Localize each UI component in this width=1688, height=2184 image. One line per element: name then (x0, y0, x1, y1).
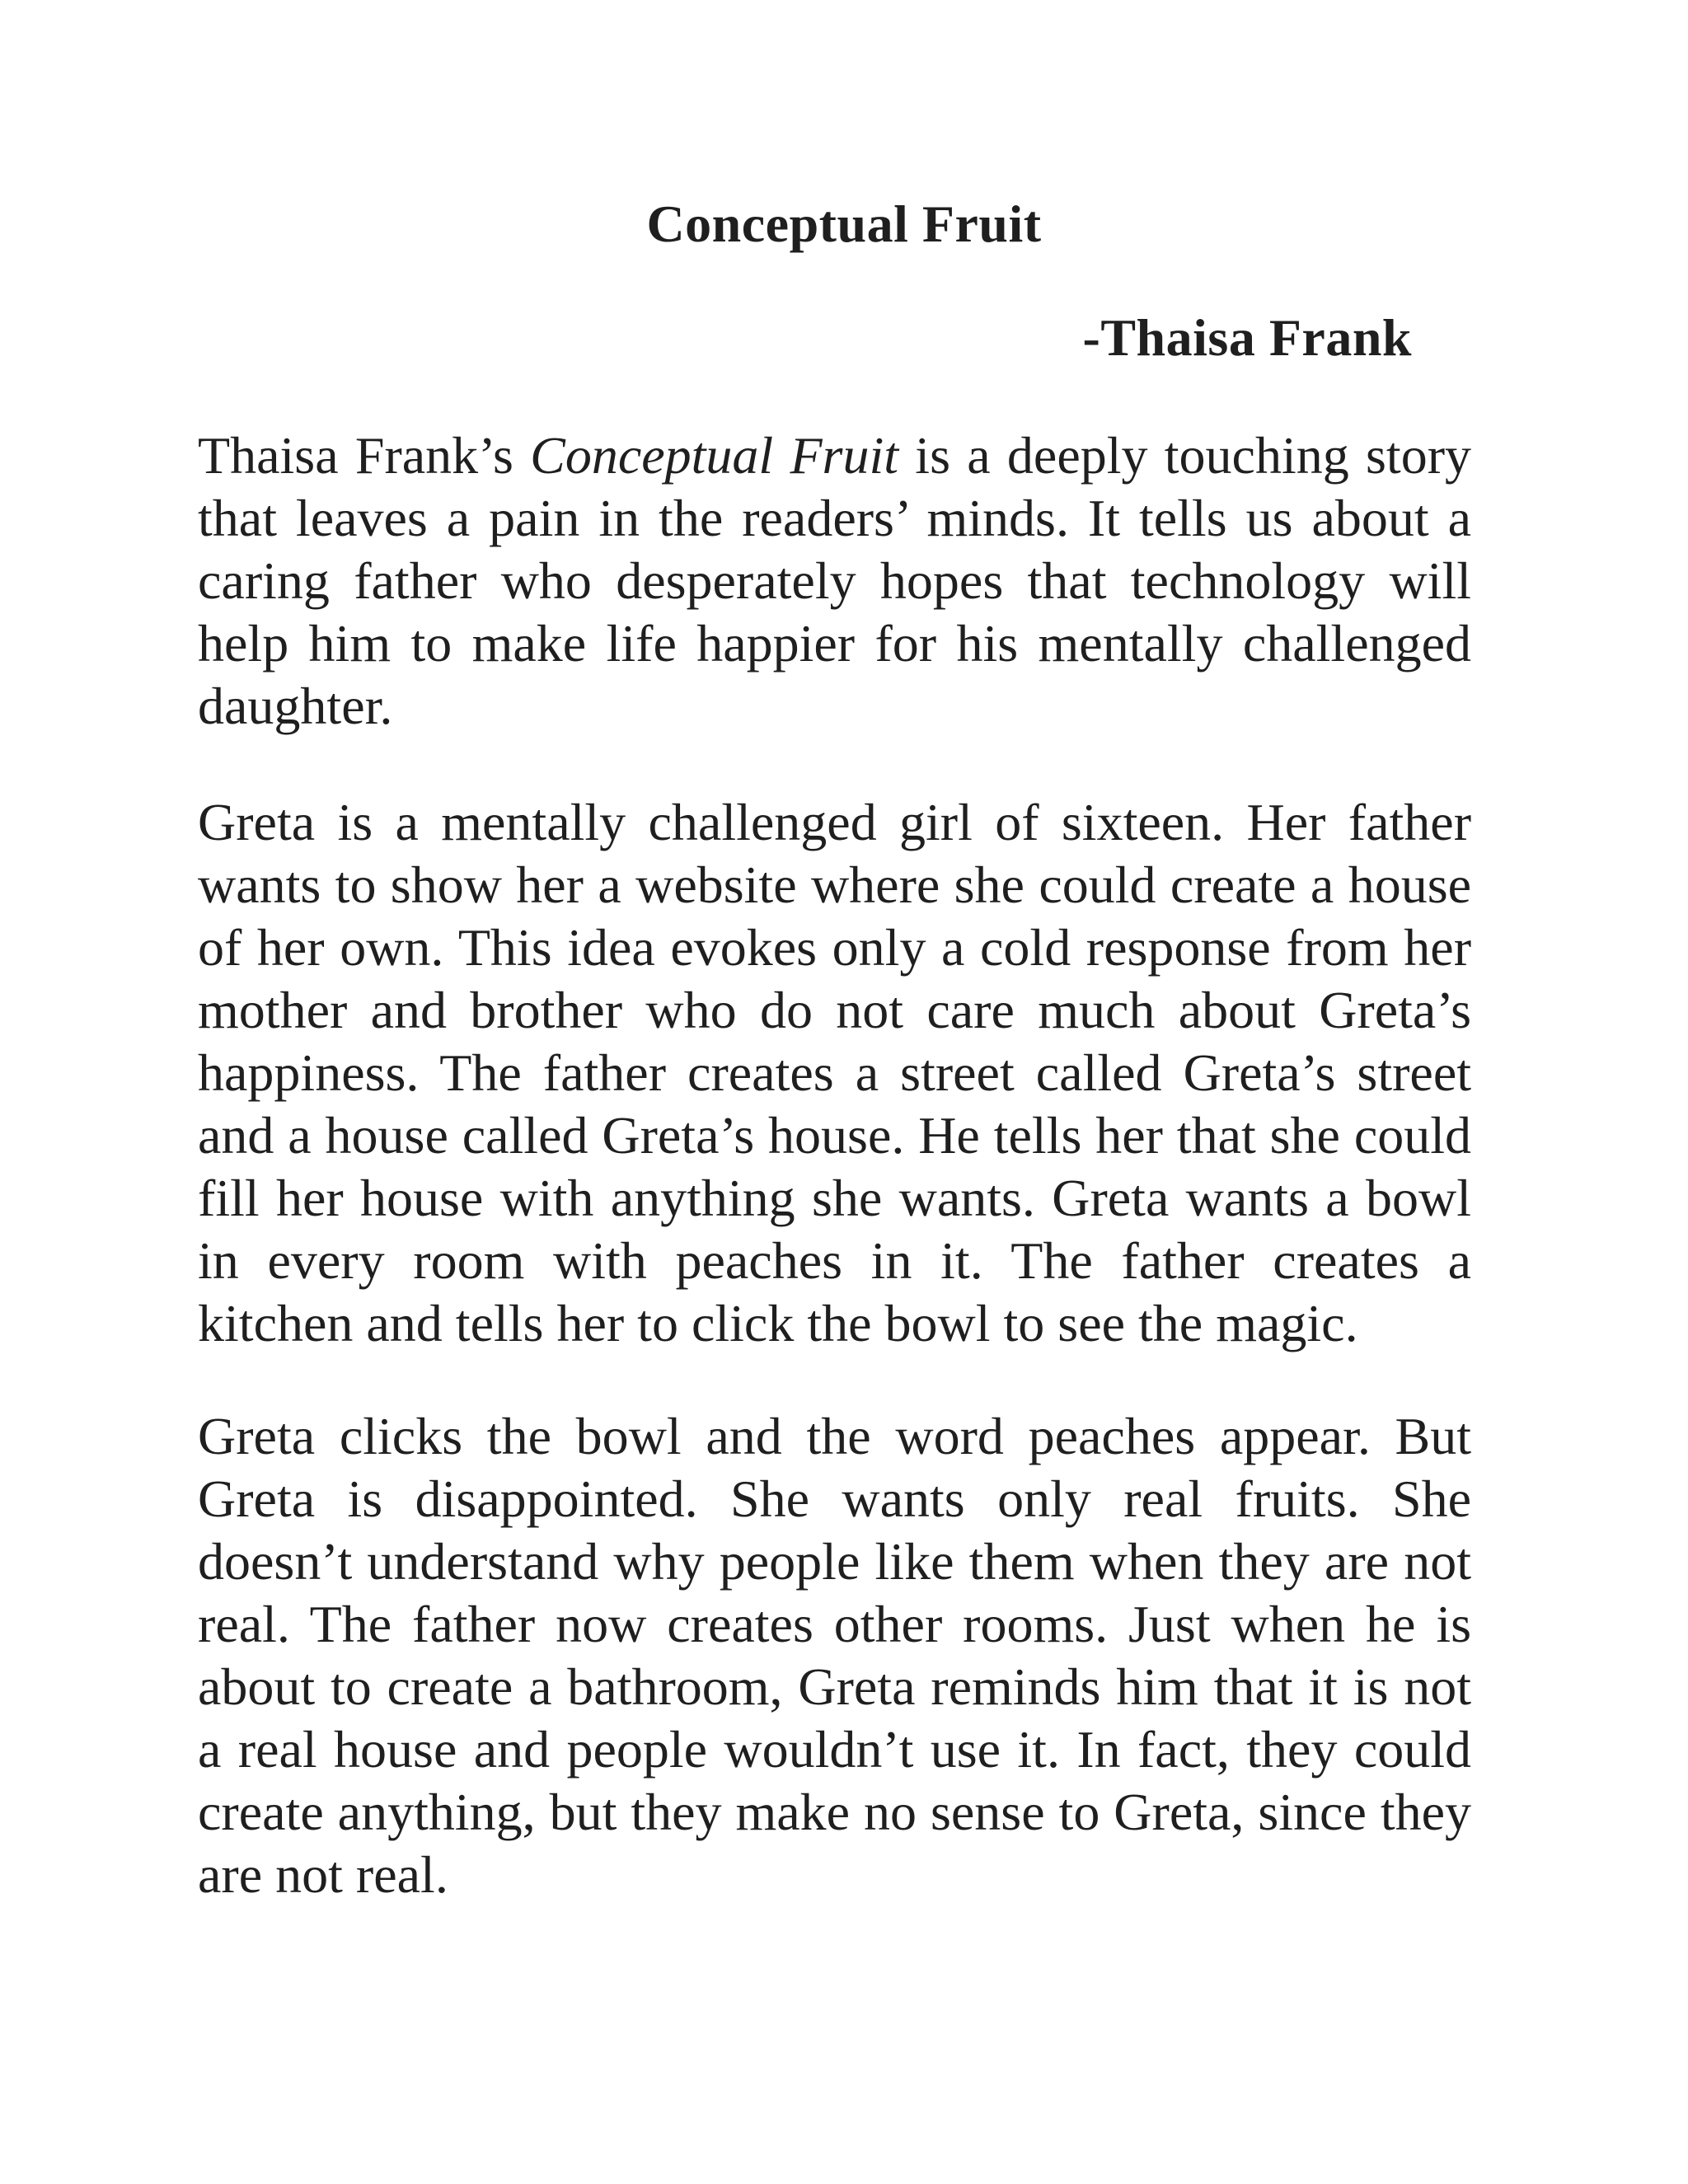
document-title: Conceptual Fruit (646, 194, 1042, 253)
paragraph-3: Greta clicks the bowl and the word peaches appear. But Greta is disappointed. She wants only real fruits. She doesn’t understand why people like them when they are not real. The father now creates other rooms. Just when he is about to create a bathroom, Greta reminds him that it is not a real house and people wouldn’t use it. In fact, they could create anything, but they make no sense to Greta, since they are not real. (198, 1407, 1471, 1904)
paragraph-1 (198, 424, 1471, 738)
document-author: -Thaisa Frank (1082, 308, 1412, 367)
paragraph-1-lead: Thaisa Frank’s (198, 426, 531, 485)
paragraph-1-rest: is a deeply touching story that leaves a pain in the readers’ minds. It tells us about a caring father who desperately hopes that technology will help him to make life happier for his mentally challenged daughter. (198, 426, 1471, 735)
story-title-italic: Conceptual Fruit (530, 426, 899, 485)
paragraph-2: Greta is a mentally challenged girl of sixteen. Her father wants to show her a website where she could create a house of her own. This idea evokes only a cold response from her mother and brother who do not care much about Greta’s happiness. The father creates a street called Greta’s street and a house called Greta’s house. He tells her that she could fill her house with anything she wants. Greta wants a bowl in every room with peaches in it. The father creates a kitchen and tells her to click the bowl to see the magic. (198, 793, 1471, 1352)
